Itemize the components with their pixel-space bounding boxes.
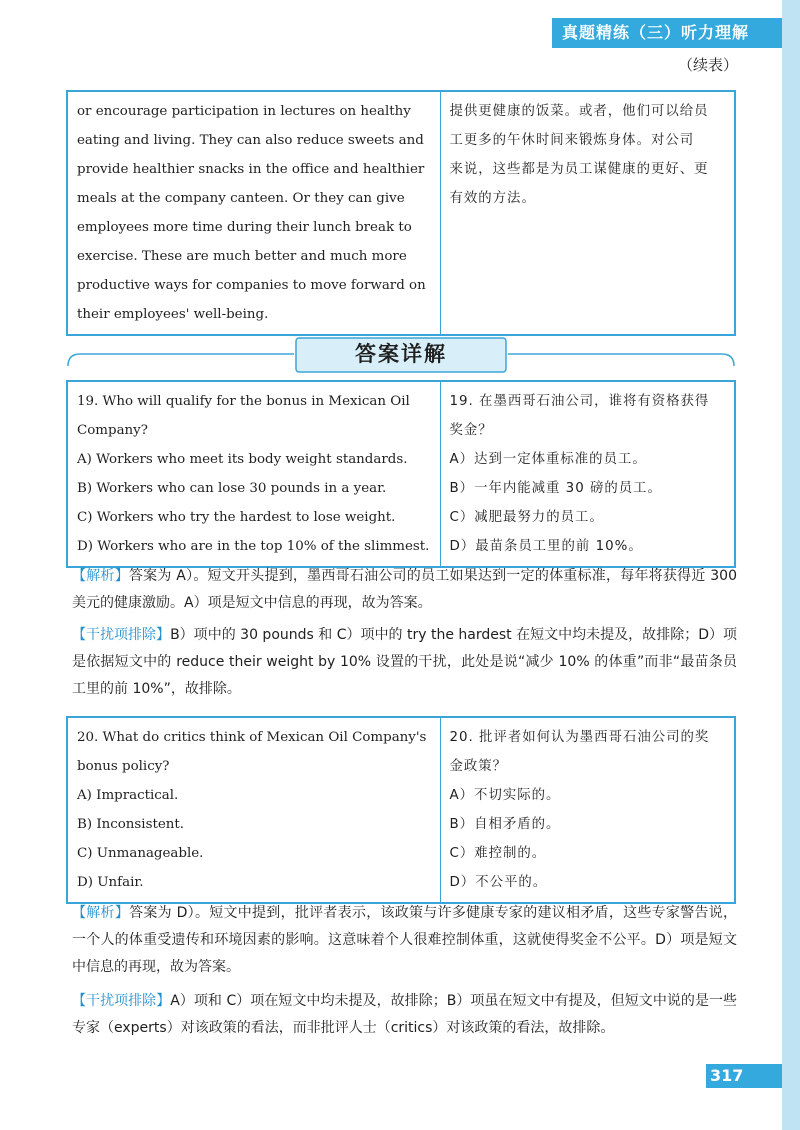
distractor-tag: 【干扰项排除】 xyxy=(72,993,171,1009)
question-stem: 奖金？ xyxy=(449,423,493,438)
option-d: D) Workers who are in the top 10% of the slimmest. xyxy=(77,539,430,554)
continued-label: （续表） xyxy=(678,56,739,74)
option-c: C）减肥最努力的员工。 xyxy=(449,510,604,525)
question-stem: 金政策？ xyxy=(449,759,508,774)
distractor-text: B）项中的 30 pounds 和 C）项中的 try the hardest 在短文中均未提及，故排除；D）项是依据短文中的 reduce their weight by 10% 设置的干扰，此处是说“减少 10% 的体重”而非“最苗条员工里的前 10%”，故排除。 xyxy=(72,627,737,697)
section-heading xyxy=(66,336,736,376)
option-a: A) Workers who meet its body weight standards. xyxy=(77,452,408,467)
transcript-table xyxy=(66,90,736,336)
text-line: exercise. These are much better and much more xyxy=(77,249,407,264)
text-line: provide healthier snacks in the office and healthier xyxy=(77,162,425,177)
option-a: A）不切实际的。 xyxy=(449,788,561,803)
q20-analysis xyxy=(72,900,737,981)
option-b: B）一年内能减重 30 磅的员工。 xyxy=(449,481,662,496)
analysis-text: 答案为 A）。短文开头提到，墨西哥石油公司的员工如果达到一定的体重标准，每年将获得近 300 美元的健康激励。A）项是短文中信息的再现，故为答案。 xyxy=(72,568,737,611)
text-line: 工更多的午休时间来锻炼身体。对公司 xyxy=(449,133,695,148)
question-19-chinese xyxy=(440,381,735,567)
question-20-english xyxy=(67,717,440,903)
question-20-table xyxy=(66,716,736,904)
question-stem: 20. What do critics think of Mexican Oil Company's xyxy=(77,730,427,745)
text-line: 有效的方法。 xyxy=(449,191,536,206)
q19-analysis xyxy=(72,563,737,617)
option-c: C) Workers who try the hardest to lose weight. xyxy=(77,510,396,525)
text-line: or encourage participation in lectures on healthy xyxy=(77,104,411,119)
option-b: B) Workers who can lose 30 pounds in a year. xyxy=(77,481,387,496)
q20-distractor xyxy=(72,988,737,1042)
option-c: C) Unmanageable. xyxy=(77,846,204,861)
option-c: C）难控制的。 xyxy=(449,846,547,861)
analysis-text: 答案为 D）。短文中提到，批评者表示，该政策与许多健康专家的建议相矛盾，这些专家警告说，一个人的体重受遗传和环境因素的影响。这意味着个人很难控制体重，这就使得奖金不公平。D）项是短文中信息的再现，故为答案。 xyxy=(72,905,738,975)
option-d: D) Unfair. xyxy=(77,875,144,890)
question-19-english xyxy=(67,381,440,567)
text-line: productive ways for companies to move forward on xyxy=(77,278,426,293)
question-stem: 19. 在墨西哥石油公司，谁将有资格获得 xyxy=(449,394,710,409)
distractor-tag: 【干扰项排除】 xyxy=(72,627,171,643)
question-19-table xyxy=(66,380,736,568)
question-stem: 19. Who will qualify for the bonus in Mexican Oil xyxy=(77,394,410,409)
text-line: 提供更健康的饭菜。或者，他们可以给员 xyxy=(449,104,709,119)
q19-distractor xyxy=(72,622,737,703)
question-stem: 20. 批评者如何认为墨西哥石油公司的奖 xyxy=(449,730,710,745)
question-20-chinese xyxy=(440,717,735,903)
section-title: 答案详解 xyxy=(355,342,447,366)
analysis-tag: 【解析】 xyxy=(72,568,129,584)
text-line: employees more time during their lunch break to xyxy=(77,220,412,235)
chapter-header: 真题精练（三）听力理解 xyxy=(552,18,782,48)
text-line: meals at the company canteen. Or they can give xyxy=(77,191,405,206)
question-stem: bonus policy? xyxy=(77,759,170,774)
question-stem: Company? xyxy=(77,423,148,438)
page-edge-strip xyxy=(782,0,800,1130)
option-b: B) Inconsistent. xyxy=(77,817,185,832)
distractor-text: A）项和 C）项在短文中均未提及，故排除；B）项虽在短文中有提及，但短文中说的是一些专家（experts）对该政策的看法，而非批评人士（critics）对该政策的看法，故排除。 xyxy=(72,993,738,1036)
text-line: eating and living. They can also reduce sweets and xyxy=(77,133,424,148)
option-d: D）不公平的。 xyxy=(449,875,548,890)
transcript-chinese xyxy=(440,91,735,335)
transcript-english xyxy=(67,91,440,335)
option-d: D）最苗条员工里的前 10%。 xyxy=(449,539,643,554)
text-line: their employees' well-being. xyxy=(77,307,269,322)
option-b: B）自相矛盾的。 xyxy=(449,817,561,832)
option-a: A）达到一定体重标准的员工。 xyxy=(449,452,647,467)
analysis-tag: 【解析】 xyxy=(72,905,130,921)
page-number: 317 xyxy=(706,1064,782,1088)
text-line: 来说，这些都是为员工谋健康的更好、更 xyxy=(449,162,709,177)
option-a: A) Impractical. xyxy=(77,788,179,803)
